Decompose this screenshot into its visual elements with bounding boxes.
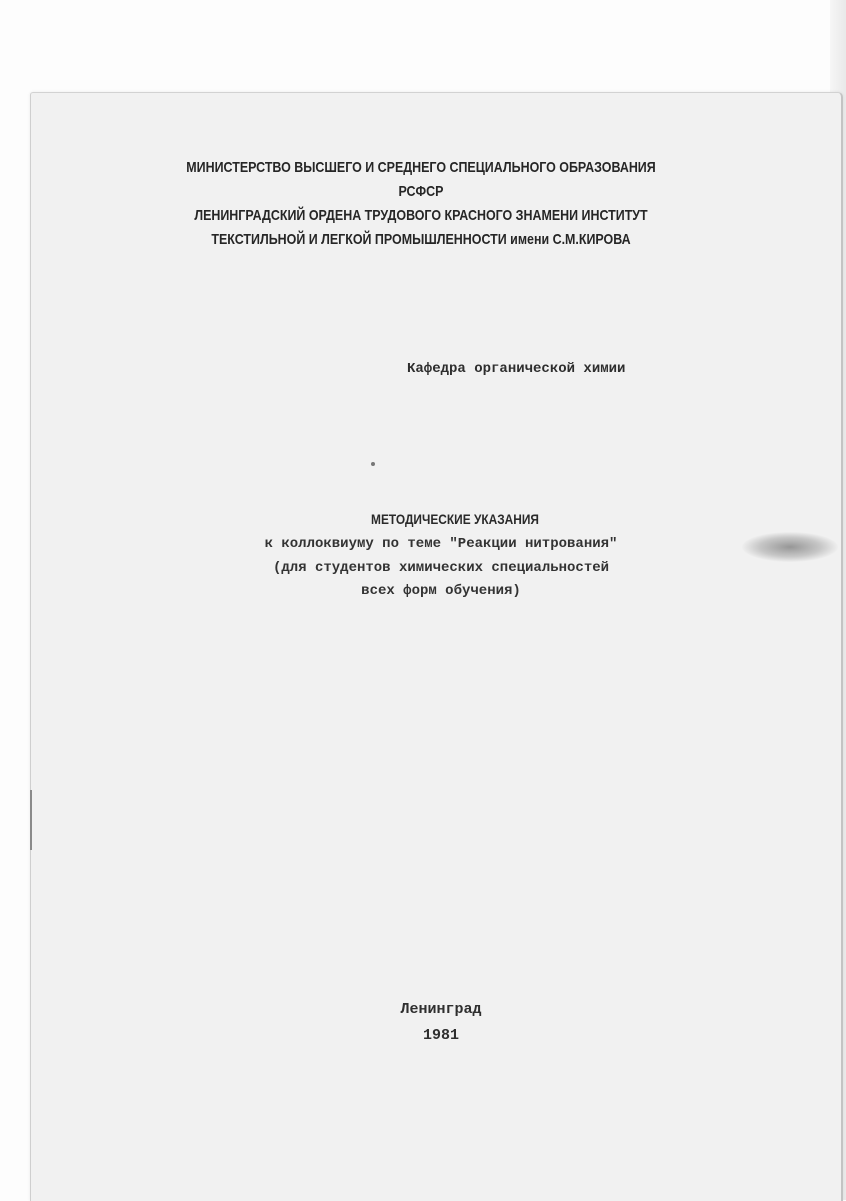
binding-mark xyxy=(30,790,32,850)
subtitle-audience: (для студентов химических специальностей xyxy=(272,560,610,576)
ink-speck xyxy=(371,462,375,466)
institute-line: ЛЕНИНГРАДСКИЙ ОРДЕНА ТРУДОВОГО КРАСНОГО ЗНАМЕНИ ИНСТИТУТ xyxy=(194,207,648,224)
document-page xyxy=(30,92,843,1201)
publication-year: 1981 xyxy=(422,1027,459,1044)
subtitle-forms: всех форм обучения) xyxy=(361,583,521,599)
city-name: Ленинград xyxy=(400,1001,482,1018)
institute-name-line: ТЕКСТИЛЬНОЙ И ЛЕГКОЙ ПРОМЫШЛЕННОСТИ имени С.М.КИРОВА xyxy=(211,231,631,248)
rsfsr-line: РСФСР xyxy=(398,183,444,200)
document-title: МЕТОДИЧЕСКИЕ УКАЗАНИЯ xyxy=(371,511,539,527)
ink-smudge xyxy=(742,532,838,562)
ministry-line: МИНИСТЕРСТВО ВЫСШЕГО И СРЕДНЕГО СПЕЦИАЛЬНОГО ОБРАЗОВАНИЯ xyxy=(186,159,656,176)
department-name: Кафедра органической химии xyxy=(407,361,626,377)
subtitle-topic: к коллоквиуму по теме "Реакции нитрования" xyxy=(264,536,618,552)
